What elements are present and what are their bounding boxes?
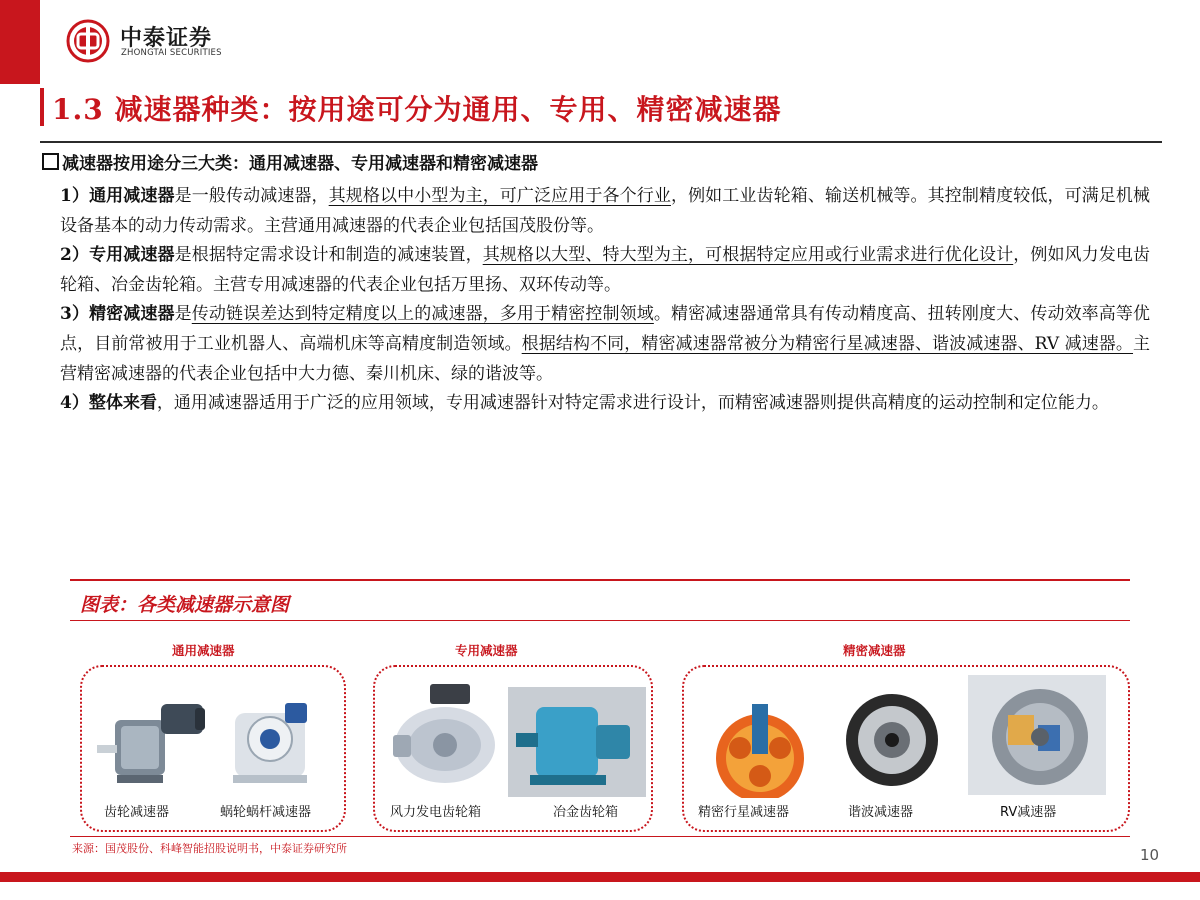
caption-gear-reducer: 齿轮减速器	[104, 805, 170, 820]
p2-term: 专用减速器	[89, 245, 175, 266]
figure-title: 图表：各类减速器示意图	[80, 594, 290, 616]
category-special: 专用减速器	[455, 643, 518, 658]
figure-top-rule	[70, 579, 1130, 581]
rv-reducer-image	[968, 675, 1106, 795]
p1-number: 1）	[60, 186, 90, 206]
p4-text-1: ，通用减速器适用于广泛的应用领域，专用减速器针对特定需求进行设计，而精密减速器则提供高精度的运动控制和定位能力。	[156, 393, 1109, 414]
p3-text-3: 主营精密减速器的代表企业包括中大力德、秦川机床、绿的谐波等。	[60, 333, 1151, 384]
brand-name-en: ZHONGTAI SECURITIES	[121, 48, 222, 58]
caption-rv-reducer: RV减速器	[1000, 805, 1057, 820]
page-title: 1.3 减速器种类：按用途可分为通用、专用、精密减速器	[52, 93, 782, 126]
category-general: 通用减速器	[172, 643, 235, 658]
figure-bottom-rule	[70, 836, 1130, 837]
caption-metallurgy-gearbox: 冶金齿轮箱	[553, 805, 619, 820]
metallurgy-gearbox-image	[508, 687, 646, 797]
zhongtai-logo-icon	[66, 19, 110, 63]
planetary-reducer-image	[700, 700, 820, 798]
page-number: 10	[1140, 846, 1160, 864]
checkbox-square-icon	[42, 153, 59, 170]
p3-underline-2: 根据结构不同，精密减速器常被分为精密行星减速器、谐波减速器、RV 减速器。	[521, 333, 1134, 354]
wind-gearbox-image	[385, 680, 505, 795]
caption-wind-gearbox: 风力发电齿轮箱	[390, 805, 482, 820]
footer-bar	[0, 872, 1200, 882]
paragraph-general	[60, 182, 1150, 241]
brand-name-cn: 中泰证券	[120, 26, 213, 51]
body-paragraphs	[60, 182, 1150, 419]
header-left-bar	[0, 0, 40, 84]
figure-title-rule	[70, 620, 1130, 621]
p4-term: 整体来看	[88, 393, 157, 414]
p2-text-2: ，例如风力发电齿轮箱、冶金齿轮箱。主营专用减速器的代表企业包括万里扬、双环传动等。	[60, 245, 1151, 295]
p4-number: 4）	[60, 393, 89, 414]
figure-source: 来源：国茂股份、科峰智能招股说明书，中泰证券研究所	[72, 842, 347, 855]
worm-reducer-image	[225, 695, 320, 795]
p2-number: 2）	[60, 245, 90, 266]
p3-text-1: 是	[174, 304, 192, 325]
paragraph-special	[60, 241, 1150, 300]
p3-term: 精密减速器	[89, 304, 175, 325]
paragraph-overall	[60, 389, 1150, 419]
title-divider	[40, 141, 1162, 143]
p1-text-1: 是一般传动减速器，	[174, 186, 329, 206]
gear-reducer-image	[95, 690, 210, 795]
p1-underline-1: 其规格以中小型为主，可广泛应用于各个行业	[328, 186, 671, 206]
p3-number: 3）	[60, 304, 90, 325]
category-precision: 精密减速器	[843, 643, 906, 658]
p2-underline-1: 其规格以大型、特大型为主，可根据特定应用或行业需求进行优化设计	[482, 245, 1014, 266]
caption-harmonic-reducer: 谐波减速器	[848, 805, 914, 820]
lead-heading	[42, 149, 538, 174]
harmonic-reducer-image	[842, 690, 942, 790]
p1-term: 通用减速器	[89, 186, 175, 206]
title-accent-bar	[40, 88, 44, 126]
p3-text-2: 。精密减速器通常具有传动精度高、扭转刚度大、传动效率高等优点，目前常被用于工业机器人、高端机床等高精度制造领域。	[60, 304, 1151, 354]
p3-underline-1: 传动链误差达到特定精度以上的减速器，多用于精密控制领域	[191, 304, 654, 325]
p1-text-2: ，例如工业齿轮箱、输送机械等。其控制精度较低，可满足机械设备基本的动力传动需求。主营通用减速器的代表企业包括国茂股份等。	[60, 186, 1151, 236]
caption-worm-reducer: 蜗轮蜗杆减速器	[220, 805, 312, 820]
paragraph-precision	[60, 300, 1150, 389]
lead-text: 减速器按用途分三大类：通用减速器、专用减速器和精密减速器	[62, 154, 538, 174]
p2-text-1: 是根据特定需求设计和制造的减速装置，	[174, 245, 483, 266]
caption-planetary-reducer: 精密行星减速器	[698, 805, 790, 820]
